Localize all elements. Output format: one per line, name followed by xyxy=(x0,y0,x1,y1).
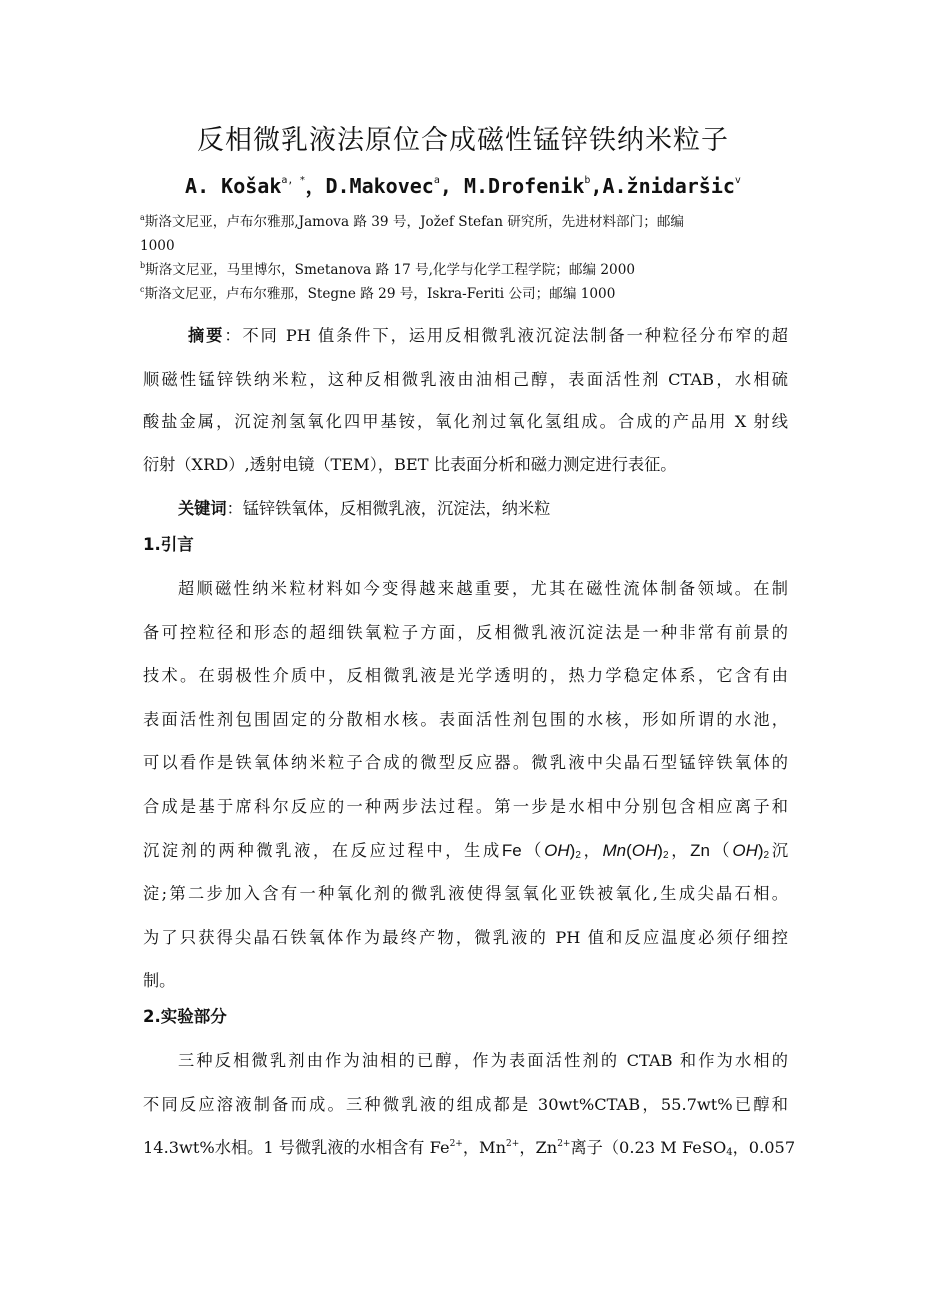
author-separator: ， xyxy=(305,174,326,198)
abstract-line: 衍射（XRD）,透射电镜（TEM），BET 比表面分析和磁力测定进行表征。 xyxy=(143,455,677,474)
abstract-label: 摘要 xyxy=(188,326,225,345)
author-kosak-affil: a, * xyxy=(281,175,306,186)
author-makovec: D.Makovec xyxy=(325,174,434,198)
formula-part: （ xyxy=(709,841,733,860)
body-text: ，Mn xyxy=(462,1138,507,1157)
body-text: ，Zn xyxy=(519,1138,558,1157)
formula-part: Fe xyxy=(501,841,522,860)
body-paragraph-line: 合成是基于席科尔反应的一种两步法过程。第一步是水相中分别包含相应离子和 xyxy=(143,797,788,816)
affiliation-marker: b xyxy=(140,261,146,270)
formula-part: ( xyxy=(626,841,632,860)
ion-charge-superscript: 2+ xyxy=(557,1139,571,1149)
body-paragraph-line: 备可控粒径和形态的超细铁氧粒子方面，反相微乳液沉淀法是一种非常有前景的 xyxy=(143,623,788,642)
formula-subscript: 4 xyxy=(726,1147,733,1158)
author-separator: , xyxy=(590,174,603,198)
author-drofenik: M.Drofenik xyxy=(463,174,585,198)
formula-part: OH xyxy=(631,841,658,860)
body-paragraph-line: 淀;第二步加入含有一种氧化剂的微乳液使得氢氧化亚铁被氧化,生成尖晶石相。 xyxy=(143,884,788,903)
formula-subscript: 2 xyxy=(763,850,770,861)
body-paragraph-line: 技术。在弱极性介质中，反相微乳液是光学透明的，热力学稳定体系，它含有由 xyxy=(143,666,788,685)
author-separator: , xyxy=(439,174,464,198)
author-line xyxy=(0,170,926,199)
body-text: ， xyxy=(580,841,603,860)
affiliation-b xyxy=(140,258,635,282)
abstract-line: 顺磁性锰锌铁纳米粒，这种反相微乳液由油相己醇，表面活性剂 CTAB，水相硫 xyxy=(143,370,788,389)
body-paragraph-line: 表面活性剂包围固定的分散相水核。表面活性剂包围的水核，形如所谓的水池， xyxy=(143,710,788,729)
body-paragraph-line: 不同反应溶液制备而成。三种微乳液的组成都是 30wt%CTAB，55.7wt%已醇和 xyxy=(143,1095,788,1114)
formula-part: OH xyxy=(732,841,758,860)
body-paragraph-line xyxy=(143,1136,796,1160)
affiliation-c xyxy=(140,282,615,306)
formula-part: ) xyxy=(569,841,576,860)
formula-subscript: 2 xyxy=(575,850,581,861)
formula-part: （ xyxy=(521,841,545,860)
paper-title: 反相微乳液法原位合成磁性锰锌铁纳米粒子 xyxy=(197,125,729,156)
formula-subscript: 2 xyxy=(662,850,669,861)
body-text: 沉 xyxy=(769,841,788,860)
body-text: 14.3wt%水相。1 号微乳液的水相含有 Fe xyxy=(143,1138,450,1157)
affiliation-text: 1000 xyxy=(140,238,175,254)
section-heading: 1.引言 xyxy=(143,535,194,554)
body-paragraph-line: 制。 xyxy=(143,971,176,990)
abstract-colon: ： xyxy=(224,326,243,345)
abstract-line: 酸盐金属，沉淀剂氢氧化四甲基铵，氧化剂过氧化氢组成。合成的产品用 X 射线 xyxy=(143,412,788,431)
formula-fe-oh2 xyxy=(502,841,581,860)
author-znidarsic-affil: v xyxy=(734,175,741,186)
body-text: ，0.057 xyxy=(732,1138,796,1157)
author-kosak: A. Košak xyxy=(185,174,282,198)
keywords-colon: ： xyxy=(226,499,243,518)
author-drofenik-affil: b xyxy=(584,175,591,186)
affiliation-a-cont xyxy=(140,234,175,258)
keywords-label: 关键词 xyxy=(178,499,227,518)
abstract-text: 不同 PH 值条件下，运用反相微乳液沉淀法制备一种粒径分布窄的超 xyxy=(242,326,788,345)
body-paragraph-line: 为了只获得尖晶石铁氧体作为最终产物，微乳液的 PH 值和反应温度必须仔细控 xyxy=(143,928,788,947)
formula-part: Zn xyxy=(690,841,710,860)
body-paragraph-line xyxy=(143,839,788,863)
formula-part: OH xyxy=(544,841,570,860)
ion-charge-superscript: 2+ xyxy=(449,1139,463,1149)
body-paragraph-line: 可以看作是铁氧体纳米粒子合成的微型反应器。微乳液中尖晶石型锰锌铁氧体的 xyxy=(143,753,788,772)
affiliation-a xyxy=(140,210,684,234)
affiliation-text: 斯洛文尼亚，卢布尔雅那，Stegne 路 29 号，Iskra-Feriti 公司；邮编 1000 xyxy=(144,286,616,302)
keywords-text: 锰锌铁氧体，反相微乳液，沉淀法，纳米粒 xyxy=(242,499,551,518)
section-heading: 2.实验部分 xyxy=(143,1007,227,1026)
affiliation-marker: c xyxy=(140,285,145,294)
body-paragraph-line: 超顺磁性纳米粒材料如今变得越来越重要，尤其在磁性流体制备领域。在制 xyxy=(178,579,788,598)
affiliation-text: 斯洛文尼亚，卢布尔雅那,Jamova 路 39 号，Jožef Stefan 研究所，先进材料部门；邮编 xyxy=(144,214,685,230)
formula-mn-oh2 xyxy=(603,841,669,860)
ion-charge-superscript: 2+ xyxy=(506,1139,520,1149)
body-paragraph-line: 三种反相微乳剂由作为油相的已醇，作为表面活性剂的 CTAB 和作为水相的 xyxy=(178,1051,788,1070)
formula-part: ) xyxy=(657,841,663,860)
body-text: 离子（0.23 M FeSO xyxy=(570,1138,727,1157)
formula-part: Mn xyxy=(602,841,627,860)
author-znidarsic: A.žnidaršic xyxy=(602,174,735,198)
body-text: 沉淀剂的两种微乳液，在反应过程中，生成 xyxy=(143,841,502,860)
formula-zn-oh2 xyxy=(690,841,769,860)
affiliation-text: 斯洛文尼亚，马里博尔，Smetanova 路 17 号,化学与化学工程学院；邮编 2000 xyxy=(145,262,636,278)
body-text: ， xyxy=(668,841,691,860)
keywords-line xyxy=(178,497,788,521)
author-makovec-affil: a xyxy=(433,175,440,186)
abstract-line xyxy=(188,324,788,348)
formula-part: ) xyxy=(757,841,764,860)
affiliation-marker: a xyxy=(140,213,145,222)
